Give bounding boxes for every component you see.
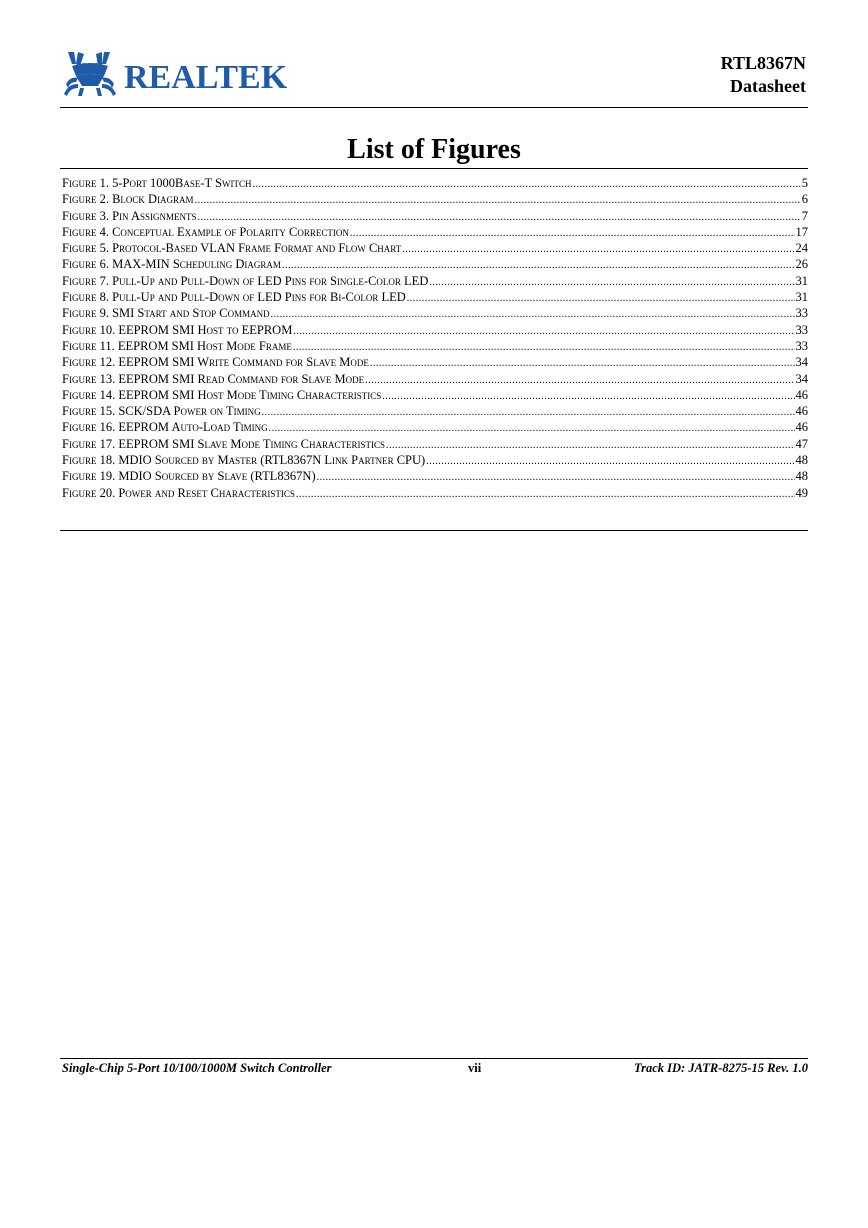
toc-row[interactable] bbox=[62, 420, 808, 436]
page-title: List of Figures bbox=[347, 134, 521, 165]
toc-leader bbox=[293, 326, 794, 337]
toc-label[interactable]: Figure 11. EEPROM SMI Host Mode Frame bbox=[62, 338, 292, 353]
footer-page-number: vii bbox=[468, 1061, 482, 1075]
toc-row[interactable] bbox=[62, 453, 808, 469]
toc-row[interactable] bbox=[62, 257, 808, 273]
toc-row[interactable] bbox=[62, 290, 808, 306]
toc-label[interactable]: Figure 15. SCK/SDA Power on Timing bbox=[62, 404, 261, 419]
toc-leader bbox=[402, 244, 794, 255]
toc-label[interactable]: Figure 19. MDIO Sourced by Slave (RTL8367N) bbox=[62, 469, 316, 484]
toc-label[interactable]: Figure 18. MDIO Sourced by Master (RTL8367N Link Partner CPU) bbox=[62, 453, 426, 468]
toc-page-number[interactable]: 31 bbox=[795, 290, 808, 305]
toc-leader bbox=[407, 293, 795, 304]
toc-label[interactable]: Figure 4. Conceptual Example of Polarity Correction bbox=[62, 224, 349, 239]
toc-page-number[interactable]: 24 bbox=[795, 241, 808, 256]
toc-page-number[interactable]: 47 bbox=[795, 436, 808, 451]
toc-page-number[interactable]: 6 bbox=[801, 192, 808, 207]
toc-label[interactable]: Figure 9. SMI Start and Stop Command bbox=[62, 306, 270, 321]
toc-page-number[interactable]: 34 bbox=[795, 355, 808, 370]
toc-leader bbox=[370, 358, 795, 369]
toc-page-number[interactable]: 34 bbox=[795, 371, 808, 386]
toc-leader bbox=[253, 179, 801, 190]
toc-row[interactable] bbox=[62, 241, 808, 257]
toc-page-number[interactable]: 33 bbox=[795, 306, 808, 321]
header-divider bbox=[60, 107, 808, 108]
toc-page-number[interactable]: 33 bbox=[795, 322, 808, 337]
toc-leader bbox=[293, 342, 795, 353]
footer-track-id: Track ID: JATR-8275-15 Rev. 1.0 bbox=[633, 1061, 808, 1075]
toc-leader bbox=[271, 309, 795, 320]
toc-row[interactable] bbox=[62, 192, 808, 208]
toc-row[interactable] bbox=[62, 339, 808, 355]
toc-leader bbox=[386, 440, 794, 451]
toc-label[interactable]: Figure 1. 5-Port 1000Base-T Switch bbox=[62, 176, 252, 190]
toc-label[interactable]: Figure 13. EEPROM SMI Read Command for Slave Mode bbox=[62, 371, 365, 386]
toc-leader bbox=[382, 391, 794, 402]
list-end-divider bbox=[60, 530, 808, 531]
toc-page-number[interactable]: 48 bbox=[795, 469, 808, 484]
toc-row[interactable] bbox=[62, 437, 808, 453]
toc-label[interactable]: Figure 20. Power and Reset Characteristics bbox=[62, 485, 295, 500]
toc-page-number[interactable]: 26 bbox=[795, 257, 808, 272]
toc-row[interactable] bbox=[62, 176, 808, 192]
toc-leader bbox=[262, 407, 795, 418]
toc-label[interactable]: Figure 17. EEPROM SMI Slave Mode Timing Characteristics bbox=[62, 436, 386, 451]
toc-leader bbox=[198, 212, 801, 223]
doc-type: Datasheet bbox=[730, 76, 806, 96]
toc-row[interactable] bbox=[62, 355, 808, 371]
toc-row[interactable] bbox=[62, 372, 808, 388]
realtek-crab-icon bbox=[62, 50, 302, 102]
logo-wordmark: REALTEK bbox=[124, 59, 288, 96]
toc-page-number[interactable]: 17 bbox=[795, 224, 808, 239]
toc-page-number[interactable]: 46 bbox=[795, 404, 808, 419]
toc-label[interactable]: Figure 14. EEPROM SMI Host Mode Timing Characteristics bbox=[62, 387, 382, 402]
header-doc-info bbox=[721, 52, 806, 98]
toc-leader bbox=[350, 228, 795, 239]
toc-label[interactable]: Figure 2. Block Diagram bbox=[62, 192, 194, 207]
footer-divider bbox=[60, 1058, 808, 1059]
toc-page-number[interactable]: 7 bbox=[801, 208, 808, 223]
toc-page-number[interactable]: 46 bbox=[795, 420, 808, 435]
toc-row[interactable] bbox=[62, 225, 808, 241]
toc-page-number[interactable]: 33 bbox=[795, 338, 808, 353]
toc-leader bbox=[282, 260, 795, 271]
toc-label[interactable]: Figure 3. Pin Assignments bbox=[62, 208, 197, 223]
toc-row[interactable] bbox=[62, 209, 808, 225]
toc-leader bbox=[269, 423, 795, 434]
toc-page-number[interactable]: 49 bbox=[795, 485, 808, 500]
title-divider bbox=[60, 168, 808, 169]
realtek-logo bbox=[62, 50, 302, 102]
toc-label[interactable]: Figure 12. EEPROM SMI Write Command for Slave Mode bbox=[62, 355, 369, 370]
toc-row[interactable] bbox=[62, 486, 808, 502]
footer-product: Single-Chip 5-Port 10/100/1000M Switch Controller bbox=[62, 1061, 332, 1075]
toc-label[interactable]: Figure 16. EEPROM Auto-Load Timing bbox=[62, 420, 268, 435]
toc-row[interactable] bbox=[62, 306, 808, 322]
toc-row[interactable] bbox=[62, 274, 808, 290]
toc-label[interactable]: Figure 5. Protocol-Based VLAN Frame Format and Flow Chart bbox=[62, 241, 402, 256]
footer bbox=[62, 1061, 808, 1079]
toc-leader bbox=[317, 472, 795, 483]
toc-label[interactable]: Figure 8. Pull-Up and Pull-Down of LED Pins for Bi-Color LED bbox=[62, 290, 406, 305]
toc-page-number[interactable]: 46 bbox=[795, 387, 808, 402]
toc-leader bbox=[296, 489, 795, 500]
toc-label[interactable]: Figure 10. EEPROM SMI Host to EEPROM bbox=[62, 322, 293, 337]
toc-label[interactable]: Figure 7. Pull-Up and Pull-Down of LED Pins for Single-Color LED bbox=[62, 273, 429, 288]
toc-leader bbox=[365, 375, 794, 386]
toc-page-number[interactable]: 48 bbox=[795, 453, 808, 468]
toc-label[interactable]: Figure 6. MAX-MIN Scheduling Diagram bbox=[62, 257, 281, 272]
toc-page-number[interactable]: 31 bbox=[795, 273, 808, 288]
toc-leader bbox=[426, 456, 794, 467]
toc-row[interactable] bbox=[62, 404, 808, 420]
figure-list bbox=[62, 176, 808, 502]
toc-row[interactable] bbox=[62, 388, 808, 404]
toc-leader bbox=[195, 195, 801, 206]
toc-row[interactable] bbox=[62, 469, 808, 485]
doc-title: RTL8367N bbox=[720, 53, 806, 73]
toc-leader bbox=[429, 277, 794, 288]
toc-row[interactable] bbox=[62, 323, 808, 339]
toc-page-number[interactable]: 5 bbox=[801, 176, 808, 190]
